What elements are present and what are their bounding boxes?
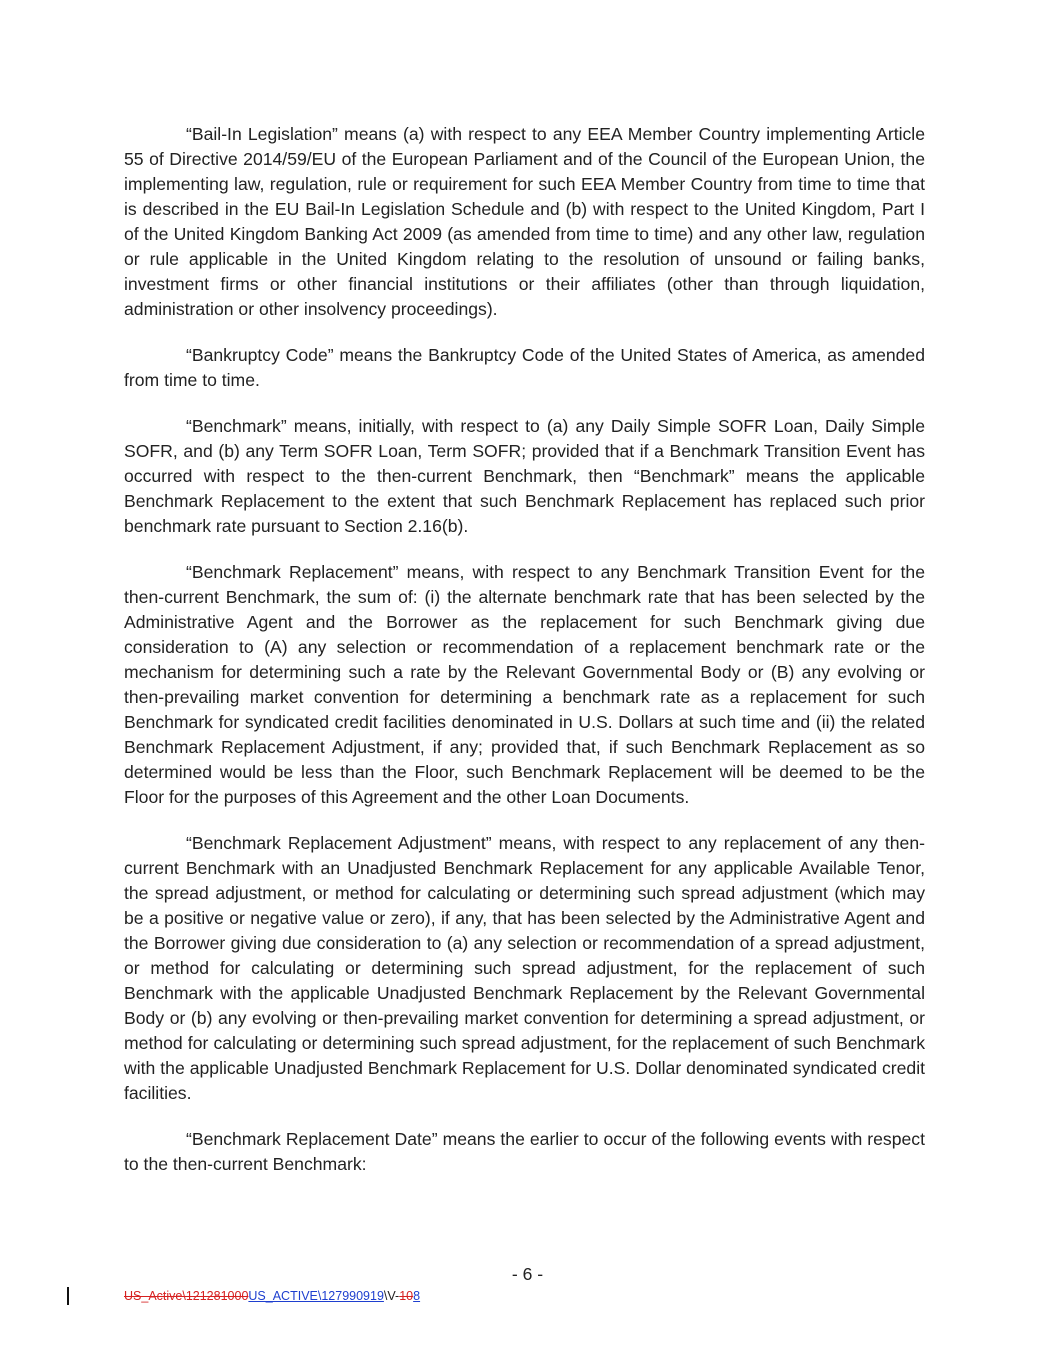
definition-bail-in-legislation: “Bail-In Legislation” means (a) with respect to any EEA Member Country implementing Article 55 of Directive 2014/59/EU of the European Parliament and of the Council of the European Union, the implementing law, regulation, rule or requirement for such EEA Member Country from time to time that is described in the EU Bail-In Legislation Schedule and (b) with respect to the United Kingdom, Part I of the United Kingdom Banking Act 2009 (as amended from time to time) and any other law, regulation or rule applicable in the United Kingdom relating to the resolution of unsound or failing banks, investment firms or other financial institutions or their affiliates (other than through liquidation, administration or other insolvency proceedings). (124, 124, 925, 319)
deleted-document-id: US_Active\121281000 (124, 1289, 249, 1303)
document-id-footer (124, 1288, 420, 1304)
definition-benchmark: “Benchmark” means, initially, with respect to (a) any Daily Simple SOFR Loan, Daily Simple SOFR, and (b) any Term SOFR Loan, Term SOFR; provided that if a Benchmark Transition Event has occurred with respect to the then-current Benchmark, then “Benchmark” means the applicable Benchmark Replacement to the extent that such Benchmark Replacement has replaced such prior benchmark rate pursuant to Section 2.16(b). (124, 416, 925, 536)
page-number: - 6 - (511, 1264, 544, 1284)
change-bar (67, 1287, 69, 1305)
definition-benchmark-replacement: “Benchmark Replacement” means, with respect to any Benchmark Transition Event for the then-current Benchmark, the sum of: (i) the alternate benchmark rate that has been selected by the Administrative Agent and the Borrower as the replacement for such Benchmark giving due consideration to (A) any selection or recommendation of a replacement benchmark rate or the mechanism for determining such a rate by the Relevant Governmental Body or (B) any evolving or then-prevailing market convention for determining a benchmark rate as a replacement for such Benchmark for syndicated credit facilities denominated in U.S. Dollars at such time and (ii) the related Benchmark Replacement Adjustment, if any; provided that, if such Benchmark Replacement as so determined would be less than the Floor, such Benchmark Replacement will be deemed to be the Floor for the purposes of this Agreement and the other Loan Documents. (124, 562, 925, 807)
document-body (124, 122, 925, 1198)
deleted-version-number: 10 (399, 1289, 414, 1303)
definition-bankruptcy-code: “Bankruptcy Code” means the Bankruptcy Code of the United States of America, as amended from time to time. (124, 345, 925, 390)
inserted-version-number: 8 (413, 1289, 421, 1303)
definition-benchmark-replacement-date: “Benchmark Replacement Date” means the earlier to occur of the following events with respect to the then-current Benchmark: (124, 1129, 925, 1174)
definition-benchmark-replacement-adjustment: “Benchmark Replacement Adjustment” means, with respect to any replacement of any then-current Benchmark with an Unadjusted Benchmark Replacement for any applicable Available Tenor, the spread adjustment, or method for calculating or determining such spread adjustment (which may be a positive or negative value or zero), if any, that has been selected by the Administrative Agent and the Borrower giving due consideration to (a) any selection or recommendation of a spread adjustment, or method for calculating or determining such spread adjustment, for the replacement of such Benchmark with the applicable Unadjusted Benchmark Replacement by the Relevant Governmental Body or (b) any evolving or then-prevailing market convention for determining a spread adjustment, or method for calculating or determining such spread adjustment, for the replacement of such Benchmark with the applicable Unadjusted Benchmark Replacement for U.S. Dollar denominated syndicated credit facilities. (124, 833, 925, 1103)
inserted-document-id: US_ACTIVE\127990919 (248, 1289, 384, 1303)
version-separator: \V- (383, 1289, 400, 1303)
